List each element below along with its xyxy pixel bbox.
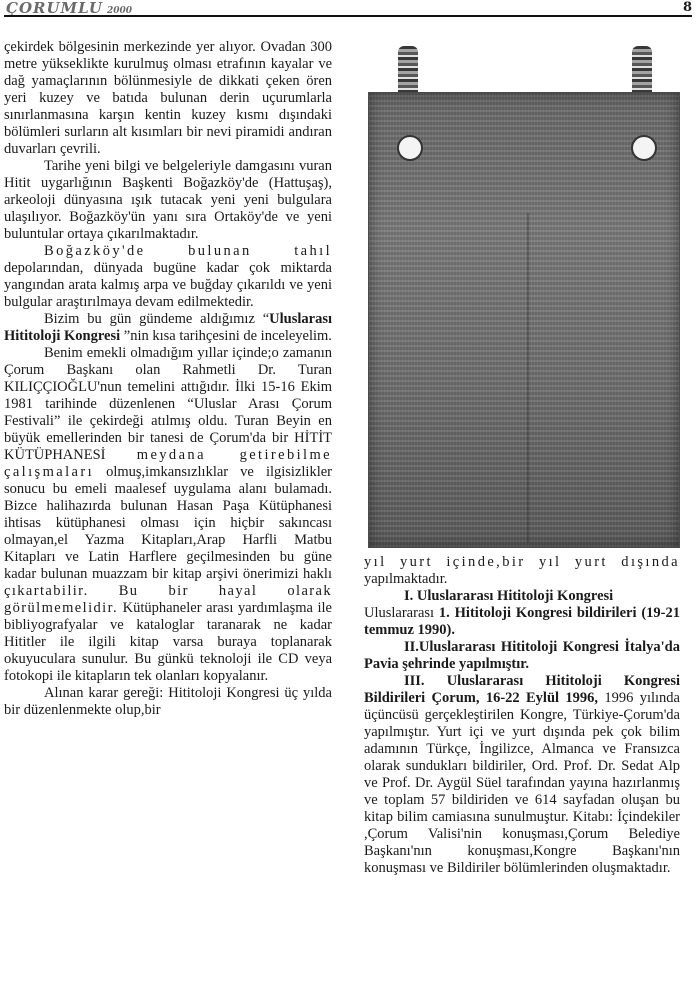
congress-heading bbox=[364, 588, 680, 605]
spaced-text: çıkartabilir. Bu bir hayal olarak görülmemelidir. bbox=[4, 583, 332, 616]
text-span: ”nin kısa tarihçesini de inceleyelim. bbox=[120, 328, 332, 344]
text-span: Kütüphaneler arası yardımlaşma ile bibliyografyalar ve kataloglar taranarak ne kadar Hititler ile ilgili kitap varsa buraya toplanarak okuyuculara sunulur. Bu günkü teknoloji ile CD veya fotokopi ile kitapların tek olanları kopyalanır. bbox=[4, 600, 332, 684]
spaced-text: yıl yurt içinde,bir yıl yurt dışında bbox=[364, 554, 680, 570]
bold-text: III. Uluslararası Hititoloji Kongresi Bildirileri Çorum, 16-22 Eylül 1996, bbox=[364, 673, 680, 706]
left-column bbox=[4, 39, 332, 719]
text-span: Uluslararası bbox=[364, 605, 439, 621]
right-column bbox=[364, 554, 680, 877]
text-span: 1996 yılında üçüncüsü gerçekleştirilen Kongre, Türkiye-Çorum'da yapılmıştır. Yurt içi ve yurt dışında pek çok bilim adamının Türkçe, İngilizce, Almanca ve Fransızca olarak sundukları bildiriler, Ord. Prof. Dr. Sedat Alp ve Prof. Dr. Aygül Süel tarafından yayına hazırlanmış ve toplam 57 bildiriden ve 614 sayfadan oluşan bu kitap bilim camiasına sunulmuştur. Kitabı: İçindekiler ,Çorum Valisi'nin konuşması,Çorum Belediye Başkanı'nın konuşması,Kongre Başkanı'nın konuşması ve Bildiriler bölümlerinden oluşmaktadır. bbox=[364, 690, 680, 876]
bold-text: 1. Hititoloji Kongresi bildirileri (19-21 temmuz 1990). bbox=[364, 605, 680, 638]
tablet-hole bbox=[631, 135, 657, 161]
paragraph: Alınan karar gereği: Hititoloji Kongresi üç yılda bir düzenlenmekte olup,bir bbox=[4, 685, 332, 718]
paragraph bbox=[364, 554, 680, 588]
hittite-tablet-photo-icon bbox=[364, 46, 682, 548]
paragraph: çekirdek bölgesinin merkezinde yer alıyor. Ovadan 300 metre yükseklikte kurulmuş olması etrafının kayalar ve dağ yamaçlarının bölünmesiyle de dikkati çeken ören yeri kuzey ve batıda bulunan derin uçurumlarla sınırlanmasına karşın kentin kuzey kısmı dışındaki bölümleri surların alt kısımları bir nevi piramidi andıran duvarları çevrili. bbox=[4, 39, 332, 157]
paragraph bbox=[4, 311, 332, 345]
paragraph bbox=[364, 605, 680, 639]
spaced-text: Boğazköy'de bulunan tahıl bbox=[44, 243, 332, 259]
text-span: depolarından, dünyada bugüne kadar çok miktarda yangından arata kalmış arpa ve buğday çıkarıldı ve yeni bulgular araştırılmaya devam edilmektedir. bbox=[4, 260, 332, 310]
header-rule bbox=[4, 15, 692, 17]
page-number: 8 bbox=[682, 0, 692, 15]
text-span: Bizim bu gün gündeme aldığımız “ bbox=[44, 311, 270, 327]
text-span: Benim emekli olmadığım yıllar içinde;o zamanın Çorum Başkanı olan Rahmetli Dr. Turan KILIÇÇIOĞLU'nun temelini attığıdır. İlki 15-16 Ekim 1981 tarihinde düzenlenen “Uluslar Arası Çorum Festivali” ile çekirdeği atılmış oldu. Turan Beyin en büyük emellerinden bir tanesi de Çorum'da bir HİTİT KÜTÜPHANESİ bbox=[4, 345, 332, 463]
bold-text: II.Uluslararası Hititoloji Kongresi İtalya'da Pavia şehrinde yapılmıştır. bbox=[364, 639, 680, 672]
bold-text: Uluslarası Hititoloji Kongresi bbox=[4, 311, 332, 344]
paragraph bbox=[4, 345, 332, 685]
text-span: olmuş,imkansızlıklar ve ilgisizlikler sonucu bu emeli maalesef uygulama alanı bulamadı. Bizce halihazırda bulunan Hasan Paşa Kütüphanesi ihtisas kütüphanesi olması için hiçbir sakıncası olmayan,el Yazma Kitapları,Arap Harfli Matbu Kitapları ve Latin Harflere geçilmesinden bu güne kadar bulunan muazzam bir kitap arşivi önerimizi haklı bbox=[4, 464, 332, 582]
spaced-text: meydana getirebilme çalışmaları bbox=[4, 447, 332, 480]
masthead-year: 2000 bbox=[106, 6, 133, 16]
paragraph bbox=[364, 639, 680, 673]
text-span: yapılmaktadır. bbox=[364, 571, 448, 587]
paragraph bbox=[4, 243, 332, 311]
tablet-hole bbox=[397, 135, 423, 161]
tablet-seam bbox=[527, 213, 529, 543]
bronze-tablet bbox=[368, 92, 680, 548]
masthead-title: ÇORUMLU bbox=[6, 0, 103, 17]
paragraph: Tarihe yeni bilgi ve belgeleriyle damgasını vuran Hitit uygarlığının Başkenti Boğazköy'de (Hattuşaş), arkeoloji dünyasına ışık tutacak yeni yeni bulgulara ulaşılıyor. Boğazköy'ün yanı sıra Ortaköy'de ve yeni buluntular ortaya çıkarılmaktadır. bbox=[4, 158, 332, 242]
bold-text: I. Uluslararası Hititoloji Kongresi bbox=[404, 588, 614, 604]
paragraph bbox=[364, 673, 680, 877]
